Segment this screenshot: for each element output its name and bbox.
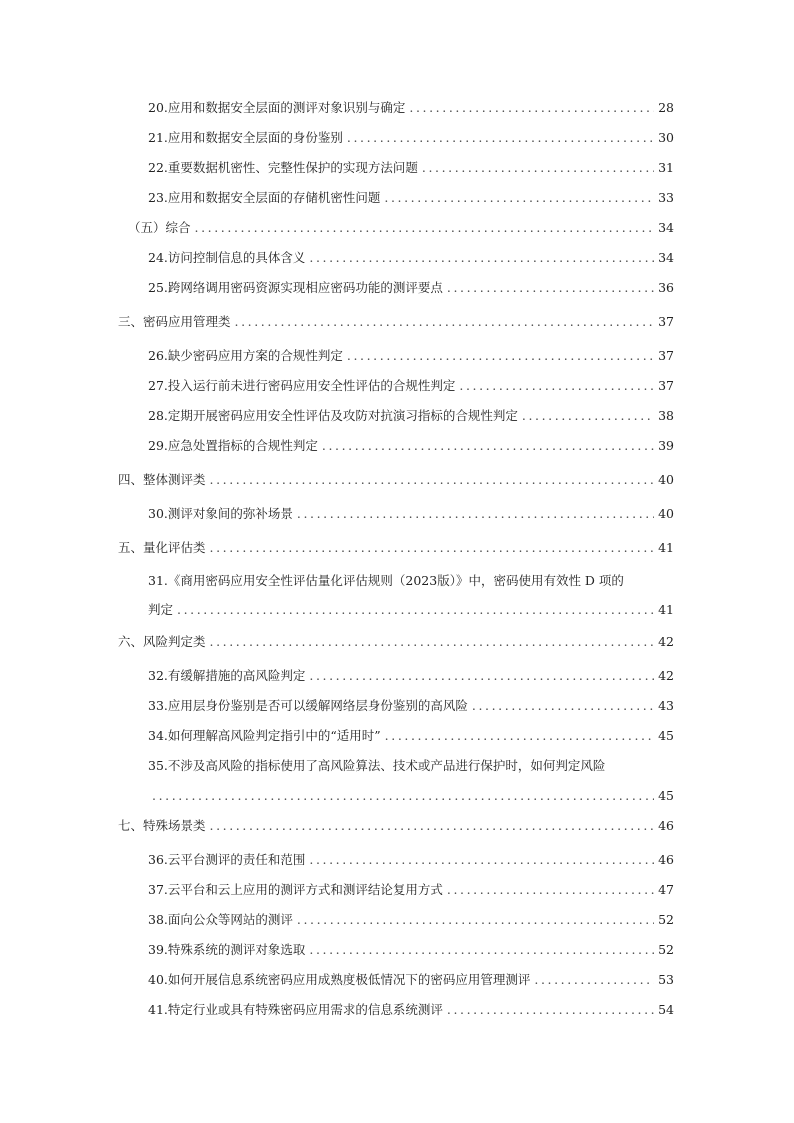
toc-entry-title: 36.云平台测评的责任和范围 xyxy=(148,852,306,867)
toc-leader-dots xyxy=(235,311,654,333)
toc-entry[interactable] xyxy=(118,631,674,653)
toc-entry-title: 39.特殊系统的测评对象选取 xyxy=(148,942,306,957)
toc-entry-title: 38.面向公众等网站的测评 xyxy=(148,912,293,927)
toc-leader-dots xyxy=(385,725,654,747)
toc-leader-dots xyxy=(177,599,654,621)
toc-page-number: 42 xyxy=(658,668,674,683)
toc-entry-title: 21.应用和数据安全层面的身份鉴别 xyxy=(148,130,343,145)
toc-entry-title: 六、风险判定类 xyxy=(118,634,206,649)
toc-page-number: 34 xyxy=(658,220,674,235)
toc-leader-dots xyxy=(472,695,654,717)
toc-leader-dots xyxy=(309,849,654,871)
toc-leader-dots xyxy=(152,785,654,807)
toc-page-number: 46 xyxy=(658,852,674,867)
toc-leader-dots xyxy=(297,503,654,525)
toc-entry[interactable] xyxy=(148,879,674,901)
toc-entry-title: 32.有缓解措施的高风险判定 xyxy=(148,668,306,683)
toc-entry[interactable] xyxy=(148,97,674,119)
toc-entry-title: （五）综合 xyxy=(128,220,191,235)
toc-entry-title: 23.应用和数据安全层面的存储机密性问题 xyxy=(148,190,381,205)
toc-page-number: 37 xyxy=(658,378,674,393)
toc-entry[interactable] xyxy=(148,725,674,747)
toc-page-number: 45 xyxy=(658,728,674,743)
toc-entry-title: 34.如何理解高风险判定指引中的“适用时” xyxy=(148,728,381,743)
toc-entry[interactable] xyxy=(148,939,674,961)
toc-page-number: 40 xyxy=(658,506,674,521)
toc-entry[interactable] xyxy=(148,755,674,777)
toc-leader-dots xyxy=(309,247,654,269)
toc-leader-dots xyxy=(347,345,654,367)
toc-entry-title: 三、密码应用管理类 xyxy=(118,314,231,329)
toc-entry[interactable] xyxy=(148,849,674,871)
toc-page-number: 42 xyxy=(658,634,674,649)
toc-entry[interactable] xyxy=(148,375,674,397)
toc-page-number: 33 xyxy=(658,190,674,205)
toc-entry[interactable] xyxy=(148,695,674,717)
toc-entry-title: 29.应急处置指标的合规性判定 xyxy=(148,438,318,453)
toc-entry-title: 七、特殊场景类 xyxy=(118,818,206,833)
toc-entry-title: 26.缺少密码应用方案的合规性判定 xyxy=(148,348,343,363)
toc-entry-title: 20.应用和数据安全层面的测评对象识别与确定 xyxy=(148,100,406,115)
toc-entry[interactable] xyxy=(148,909,674,931)
toc-entry-title: 22.重要数据机密性、完整性保护的实现方法问题 xyxy=(148,160,418,175)
toc-leader-dots xyxy=(522,405,654,427)
toc-page-number: 36 xyxy=(658,280,674,295)
toc-leader-dots xyxy=(384,187,654,209)
toc-entry-title: 四、整体测评类 xyxy=(118,472,206,487)
toc-page-number: 39 xyxy=(658,438,674,453)
toc-leader-dots xyxy=(447,999,654,1021)
toc-leader-dots xyxy=(409,97,654,119)
toc-page-number: 34 xyxy=(658,250,674,265)
toc-entry[interactable] xyxy=(148,345,674,367)
toc-entry-title: 31.《商用密码应用安全性评估量化评估规则（2023版）》中，密码使用有效性 D 项的 xyxy=(148,573,624,588)
toc-entry[interactable] xyxy=(118,815,674,837)
toc-page-number: 47 xyxy=(658,882,674,897)
toc-page-number: 46 xyxy=(658,818,674,833)
toc-entry[interactable] xyxy=(118,311,674,333)
toc-page-number: 37 xyxy=(658,348,674,363)
toc-page-number: 43 xyxy=(658,698,674,713)
toc-page-number: 41 xyxy=(658,602,674,617)
toc-entry[interactable] xyxy=(148,999,674,1021)
toc-page-number: 54 xyxy=(658,1002,674,1017)
toc-entry[interactable] xyxy=(148,157,674,179)
toc-page-number: 52 xyxy=(658,942,674,957)
toc-leader-dots xyxy=(447,277,654,299)
toc-entry[interactable] xyxy=(148,127,674,149)
toc-entry-title-continued: 判定 xyxy=(148,602,174,617)
toc-entry-title: 33.应用层身份鉴别是否可以缓解网络层身份鉴别的高风险 xyxy=(148,698,468,713)
toc-entry[interactable] xyxy=(148,187,674,209)
toc-entry-title: 35.不涉及高风险的指标使用了高风险算法、技术或产品进行保护时，如何判定风险 xyxy=(148,758,606,773)
toc-leader-dots xyxy=(322,435,654,457)
toc-entry[interactable] xyxy=(148,277,674,299)
toc-leader-dots xyxy=(210,469,654,491)
toc-entry-title: 25.跨网络调用密码资源实现相应密码功能的测评要点 xyxy=(148,280,443,295)
toc-entry[interactable] xyxy=(148,247,674,269)
toc-leader-dots xyxy=(210,631,654,653)
toc-leader-dots xyxy=(309,939,654,961)
toc-entry-title: 27.投入运行前未进行密码应用安全性评估的合规性判定 xyxy=(148,378,456,393)
toc-entry[interactable] xyxy=(148,405,674,427)
toc-leader-dots xyxy=(447,879,654,901)
toc-entry-title: 24.访问控制信息的具体含义 xyxy=(148,250,306,265)
toc-page-number: 38 xyxy=(658,408,674,423)
toc-page-number: 53 xyxy=(658,972,674,987)
toc-entry-title: 40.如何开展信息系统密码应用成熟度极低情况下的密码应用管理测评 xyxy=(148,972,531,987)
toc-leader-dots xyxy=(210,815,654,837)
toc-entry[interactable] xyxy=(118,537,674,559)
toc-leader-dots xyxy=(347,127,654,149)
toc-leader-dots xyxy=(422,157,654,179)
toc-leader-dots xyxy=(309,665,654,687)
toc-entry[interactable] xyxy=(118,469,674,491)
toc-entry-title: 37.云平台和云上应用的测评方式和测评结论复用方式 xyxy=(148,882,443,897)
toc-entry[interactable] xyxy=(128,217,674,239)
toc-entry-continuation[interactable] xyxy=(148,785,674,807)
toc-page-number: 28 xyxy=(658,100,674,115)
toc-entry[interactable] xyxy=(148,435,674,457)
toc-entry-title: 30.测评对象间的弥补场景 xyxy=(148,506,293,521)
toc-entry[interactable] xyxy=(148,503,674,525)
toc-leader-dots xyxy=(210,537,654,559)
toc-leader-dots xyxy=(195,217,654,239)
toc-entry-title: 五、量化评估类 xyxy=(118,540,206,555)
toc-page-number: 30 xyxy=(658,130,674,145)
toc-leader-dots xyxy=(534,969,654,991)
toc-page-number: 45 xyxy=(658,788,674,803)
toc-leader-dots xyxy=(297,909,654,931)
toc-page-number: 37 xyxy=(658,314,674,329)
toc-page-number: 40 xyxy=(658,472,674,487)
toc-entry[interactable] xyxy=(148,665,674,687)
toc-page-number: 31 xyxy=(658,160,674,175)
toc-entry-continuation[interactable] xyxy=(148,599,674,621)
toc-entry[interactable] xyxy=(148,969,674,991)
toc-leader-dots xyxy=(459,375,654,397)
toc-entry-title: 28.定期开展密码应用安全性评估及攻防对抗演习指标的合规性判定 xyxy=(148,408,518,423)
toc-entry[interactable] xyxy=(148,570,674,592)
toc-page-number: 41 xyxy=(658,540,674,555)
toc-entry-title: 41.特定行业或具有特殊密码应用需求的信息系统测评 xyxy=(148,1002,443,1017)
toc-page-number: 52 xyxy=(658,912,674,927)
